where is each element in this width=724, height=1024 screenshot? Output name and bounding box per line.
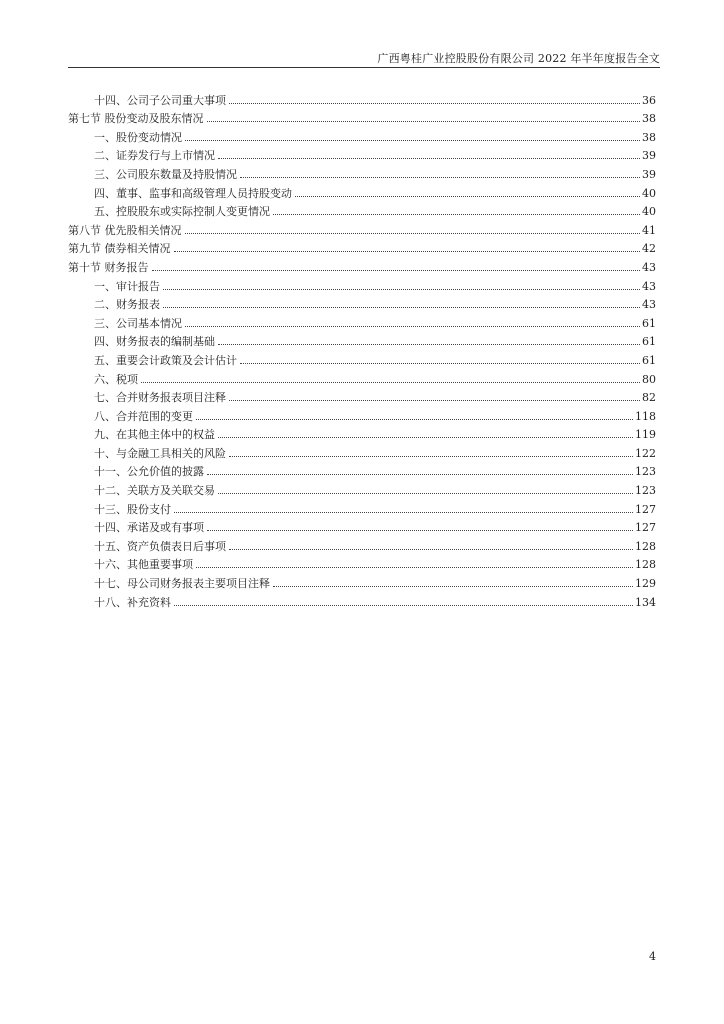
toc-entry[interactable] bbox=[68, 162, 656, 181]
toc-entry-title: 一、审计报告 bbox=[94, 279, 160, 293]
toc-entry[interactable] bbox=[68, 348, 656, 367]
toc-entry-page: 127 bbox=[635, 521, 656, 535]
toc-entry-title: 十四、公司子公司重大事项 bbox=[94, 93, 226, 107]
toc-entry[interactable] bbox=[68, 200, 656, 219]
toc-entry-title: 十七、母公司财务报表主要项目注释 bbox=[94, 577, 270, 591]
toc-entry-title: 第七节 股份变动及股东情况 bbox=[68, 112, 204, 126]
toc-entry-title: 四、财务报表的编制基础 bbox=[94, 335, 215, 349]
toc-entry-page: 40 bbox=[642, 205, 656, 219]
toc-entry[interactable] bbox=[68, 590, 656, 609]
toc-entry-page: 61 bbox=[642, 335, 656, 349]
toc-entry-title: 八、合并范围的变更 bbox=[94, 409, 193, 423]
toc-dot-leader bbox=[229, 400, 640, 401]
toc-entry[interactable] bbox=[68, 460, 656, 479]
toc-dot-leader bbox=[218, 493, 633, 494]
toc-entry-page: 80 bbox=[642, 372, 656, 386]
toc-entry-page: 38 bbox=[642, 130, 656, 144]
toc-entry-title: 六、税项 bbox=[94, 372, 138, 386]
toc-entry-page: 39 bbox=[642, 149, 656, 163]
toc-dot-leader bbox=[273, 214, 640, 215]
toc-entry[interactable] bbox=[68, 404, 656, 423]
toc-entry-page: 43 bbox=[642, 279, 656, 293]
toc-entry[interactable] bbox=[68, 181, 656, 200]
toc-entry-title: 一、股份变动情况 bbox=[94, 130, 182, 144]
toc-entry[interactable] bbox=[68, 497, 656, 516]
toc-dot-leader bbox=[174, 605, 633, 606]
toc-entry-title: 七、合并财务报表项目注释 bbox=[94, 391, 226, 405]
toc-dot-leader bbox=[218, 344, 640, 345]
toc-entry-page: 128 bbox=[635, 558, 656, 572]
toc-dot-leader bbox=[163, 307, 640, 308]
toc-entry[interactable] bbox=[68, 274, 656, 293]
toc-dot-leader bbox=[273, 586, 633, 587]
toc-dot-leader bbox=[240, 177, 640, 178]
toc-dot-leader bbox=[207, 121, 641, 122]
toc-entry-page: 39 bbox=[642, 167, 656, 181]
toc-entry[interactable] bbox=[68, 125, 656, 144]
toc-entry-page: 119 bbox=[635, 428, 656, 442]
toc-entry-page: 123 bbox=[635, 465, 656, 479]
toc-entry-title: 十二、关联方及关联交易 bbox=[94, 484, 215, 498]
toc-dot-leader bbox=[229, 103, 640, 104]
page-header-title: 广西粤桂广业控股股份有限公司 2022 年半年度报告全文 bbox=[377, 52, 660, 65]
toc-entry-page: 129 bbox=[635, 577, 656, 591]
toc-dot-leader bbox=[163, 289, 640, 290]
toc-entry[interactable] bbox=[68, 571, 656, 590]
toc-entry-page: 42 bbox=[642, 242, 656, 256]
toc-dot-leader bbox=[185, 233, 641, 234]
toc-entry-page: 128 bbox=[635, 539, 656, 553]
toc-dot-leader bbox=[196, 419, 633, 420]
toc-entry-title: 十六、其他重要事项 bbox=[94, 558, 193, 572]
toc-entry[interactable] bbox=[68, 423, 656, 442]
toc-entry[interactable] bbox=[68, 311, 656, 330]
toc-dot-leader bbox=[207, 530, 633, 531]
toc-entry[interactable] bbox=[68, 478, 656, 497]
toc-section-entry[interactable] bbox=[68, 107, 656, 126]
toc-entry-page: 134 bbox=[635, 595, 656, 609]
toc-entry-title: 十八、补充资料 bbox=[94, 595, 171, 609]
toc-entry[interactable] bbox=[68, 386, 656, 405]
toc-entry-title: 三、公司基本情况 bbox=[94, 316, 182, 330]
toc-entry[interactable] bbox=[68, 441, 656, 460]
toc-entry[interactable] bbox=[68, 553, 656, 572]
toc-entry-title: 九、在其他主体中的权益 bbox=[94, 428, 215, 442]
toc-dot-leader bbox=[174, 251, 641, 252]
toc-dot-leader bbox=[196, 567, 633, 568]
toc-entry[interactable] bbox=[68, 367, 656, 386]
toc-dot-leader bbox=[185, 140, 640, 141]
toc-entry-title: 四、董事、监事和高级管理人员持股变动 bbox=[94, 186, 292, 200]
toc-entry-page: 61 bbox=[642, 353, 656, 367]
toc-section-entry[interactable] bbox=[68, 237, 656, 256]
toc-dot-leader bbox=[240, 363, 640, 364]
toc-entry-page: 82 bbox=[642, 391, 656, 405]
toc-dot-leader bbox=[152, 270, 641, 271]
toc-entry-title: 二、财务报表 bbox=[94, 298, 160, 312]
toc-entry-title: 二、证券发行与上市情况 bbox=[94, 149, 215, 163]
page-number: 4 bbox=[649, 950, 656, 963]
table-of-contents bbox=[68, 88, 656, 609]
toc-dot-leader bbox=[218, 437, 633, 438]
toc-entry[interactable] bbox=[68, 330, 656, 349]
toc-entry-title: 十五、资产负债表日后事项 bbox=[94, 539, 226, 553]
toc-entry-title: 五、控股股东或实际控制人变更情况 bbox=[94, 205, 270, 219]
toc-entry-title: 三、公司股东数量及持股情况 bbox=[94, 167, 237, 181]
toc-entry[interactable] bbox=[68, 293, 656, 312]
toc-section-entry[interactable] bbox=[68, 255, 656, 274]
toc-entry-page: 118 bbox=[635, 409, 656, 423]
toc-entry-title: 第九节 债券相关情况 bbox=[68, 242, 171, 256]
toc-entry-page: 127 bbox=[635, 502, 656, 516]
toc-entry-title: 十、与金融工具相关的风险 bbox=[94, 446, 226, 460]
toc-entry-page: 40 bbox=[642, 186, 656, 200]
toc-entry-title: 第八节 优先股相关情况 bbox=[68, 223, 182, 237]
toc-entry-page: 61 bbox=[642, 316, 656, 330]
toc-entry-page: 36 bbox=[642, 93, 656, 107]
toc-dot-leader bbox=[185, 326, 640, 327]
toc-entry-page: 123 bbox=[635, 484, 656, 498]
toc-entry-page: 43 bbox=[642, 298, 656, 312]
toc-dot-leader bbox=[229, 549, 633, 550]
toc-entry-title: 第十节 财务报告 bbox=[68, 260, 149, 274]
toc-entry[interactable] bbox=[68, 534, 656, 553]
toc-dot-leader bbox=[295, 196, 640, 197]
toc-entry[interactable] bbox=[68, 88, 656, 107]
toc-entry-title: 十三、股份支付 bbox=[94, 502, 171, 516]
toc-entry[interactable] bbox=[68, 144, 656, 163]
toc-dot-leader bbox=[229, 456, 633, 457]
toc-entry-page: 43 bbox=[642, 260, 656, 274]
header-divider bbox=[68, 67, 660, 68]
toc-dot-leader bbox=[174, 512, 633, 513]
toc-entry-page: 38 bbox=[642, 112, 656, 126]
toc-dot-leader bbox=[218, 158, 640, 159]
toc-section-entry[interactable] bbox=[68, 218, 656, 237]
toc-dot-leader bbox=[141, 382, 640, 383]
toc-entry[interactable] bbox=[68, 516, 656, 535]
toc-entry-page: 41 bbox=[642, 223, 656, 237]
toc-entry-page: 122 bbox=[635, 446, 656, 460]
toc-dot-leader bbox=[207, 474, 633, 475]
toc-entry-title: 五、重要会计政策及会计估计 bbox=[94, 353, 237, 367]
toc-entry-title: 十四、承诺及或有事项 bbox=[94, 521, 204, 535]
toc-entry-title: 十一、公允价值的披露 bbox=[94, 465, 204, 479]
